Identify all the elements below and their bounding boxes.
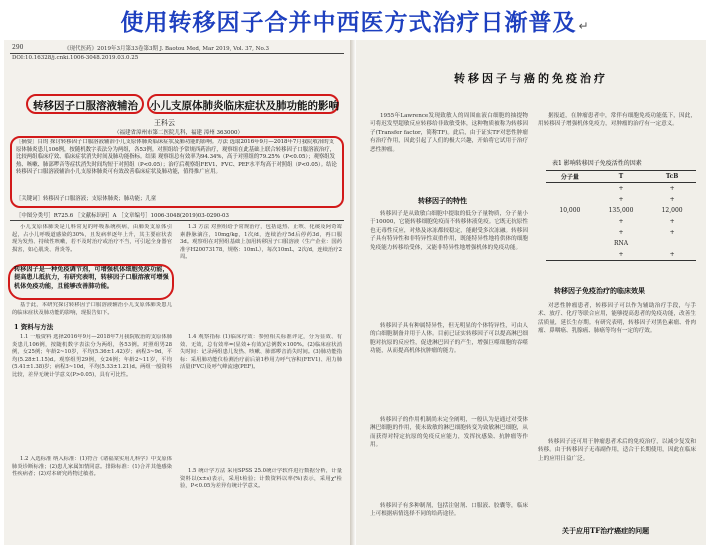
table-row: [546, 238, 696, 249]
tf-mechanism-paragraph: 转移因子的作用机制尚未完全阐明，一般认为是通过对受体淋巴细胞的作用，使未致敏的淋巴细胞转变为致敏淋巴细胞，从而获得对特定抗原的免疫反应能力，发挥抗感染、抗肿瘤等作用。: [370, 417, 528, 449]
journal-header: 《现代医药》2019年3月第33卷第3期 J. Baotou Med, Mar 2019, Vol. 37, No.3: [64, 46, 269, 52]
right-col1-intro: [370, 112, 528, 190]
right-article-title: 转移因子与癌的免疫治疗: [454, 72, 608, 85]
table-cell: +: [594, 249, 648, 261]
table-cell: [546, 183, 594, 195]
tf-discovery-paragraph: 1955年Lawrence发现致敏人的周围血液白细胞的抽提物可将迟发型超敏反应转移给非致敏受体，这种物质被称为转移因子(Transfer factor，简称TF)。此后，由于证实TF对恶性肿瘤有治疗作用，因此引起了人们的极大兴趣，开始将它试用于治疗恶性肿瘤。: [370, 113, 528, 153]
left-col1-general: [12, 334, 172, 454]
criteria-paragraph: 1.2 入选标准 纳入标准：(1)符合《诸福棠实用儿科学》中支原体肺炎诊断标准；(2)患儿家属知情同意。排除标准：(1)合并其他感染性疾病者；(2)对本研究药物过敏者。: [12, 456, 172, 478]
methods-paragraph: 1.3 方法 对照组给予常规治疗，包括退热、止咳、化痰及阿奇霉素静脉滴注，10mg/kg，1次/d，连续治疗5d后停药3d，再口服3d。观察组在对照组基础上加用转移因子口服溶液（生产企业：国药准字H20073178，规格：10mL），每次10mL，2次/d，连续治疗2周。: [180, 224, 342, 261]
tf-factor-table: [546, 170, 696, 261]
article-title-part1: 转移因子口服溶液辅治: [33, 100, 138, 112]
right-col2-clinical: [538, 302, 696, 436]
article-classification: ［中图分类号］R725.6 ［文献标识码］A ［文章编号］1006-3048(2019)03-0290-03: [16, 213, 229, 219]
right-col1-specificity: [370, 322, 528, 414]
table-cell: +: [618, 196, 624, 203]
article-abstract: ［摘要］目的 探讨转移因子口服溶液辅治小儿支原体肺炎临床症状及肺功能的影响。方法 选取2016年9月—2018年7月我院收治的支原体肺炎患儿106例，按随机数字表法分为两组，各53例。对照组给予常规西药治疗，观察组在此基础上联合转移因子口服溶液治疗，比较两组临床疗效、临床症状消失时间及肺功能指标。结果 观察组总有效率为94.34%，高于对照组的79.25%（P<0.05）；观察组发热、咳嗽、肺部啰音等症状消失时间均短于对照组（P<0.05）；治疗后观察组FEV1、FVC、PEF水平均高于对照组（P<0.05）。结论 转移因子口服溶液辅治小儿支原体肺炎可有效改善临床症状及肺功能，值得推广应用。: [16, 139, 337, 176]
left-col1-intro: [12, 224, 172, 264]
clinical-effects-paragraph: 对恶性肿瘤患者，转移因子可以作为辅助治疗手段，与手术、放疗、化疗等联合应用，能够提高患者的免疫功能，改善生活质量，延长生存期。有研究表明，转移因子对黑色素瘤、骨肉瘤、鼻咽癌、乳腺癌、肺癌等均有一定的疗效。: [538, 303, 696, 335]
tumor-immunity-paragraph: 据报道，在肿瘤患者中，常伴有细胞免疫功能低下，因此，用转移因子增强机体免疫力，对肿瘤的治疗有一定意义。: [538, 113, 696, 128]
paragraph-mark: ↵: [578, 19, 590, 33]
right-col1-mechanism: [370, 416, 528, 500]
section-tf-properties: 转移因子的特性: [418, 196, 467, 205]
table-cell: [546, 227, 594, 238]
table-cell: [546, 194, 594, 205]
table-cell: +: [669, 229, 675, 236]
section-clinical-effects: 转移因子免疫治疗的临床效果: [554, 286, 645, 295]
table-cell: 12,000: [661, 207, 683, 214]
tf-preparations-paragraph: 转移因子有多种制剂，包括注射剂、口服液、胶囊等，临床上可根据病情选择不同的给药途径。: [370, 503, 528, 518]
right-col2-postop: [538, 438, 696, 520]
postoperative-paragraph: 转移因子还可用于肿瘤患者术后的免疫治疗，以减少复发和转移。由于转移因子无毒副作用，适合于长期使用，因此在临床上的应用日益广泛。: [538, 439, 696, 462]
table-cell: +: [618, 229, 624, 236]
tf-specificity-paragraph: 转移因子具有种属特异性，但无明显的个体特异性，可由人的白细胞制备并用于人体。目前已证实转移因子可以提高淋巴细胞对抗原的反应性，促进淋巴因子的产生，增强巨噬细胞的吞噬功能，从而提高机体抗肿瘤的能力。: [370, 323, 528, 355]
slide-title-text: 使用转移因子合并中西医方式治疗日渐普及: [120, 10, 577, 36]
right-col1-properties: [370, 210, 528, 320]
table-caption: 表1 影响转移因子免疫活性的因素: [552, 160, 642, 167]
table-cell: [546, 216, 594, 227]
statistics-paragraph: 1.5 统计学方法 采用SPSS 25.0统计学软件进行数据分析，计量资料以(x±s)表示，采用t检验；计数资料以率(%)表示，采用χ²检验，P<0.05为差异有统计学意义。: [180, 468, 342, 490]
highlighted-tf-paragraph: 转移因子是一种免疫调节剂，可增强机体细胞免疫功能，提高患儿抵抗力，有研究表明，转移因子口服溶液可增强机体免疫功能，且能够改善肺功能。: [14, 266, 169, 290]
table-cell: +: [669, 218, 675, 225]
general-data-paragraph: 1.1 一般资料 选择2016年9月—2018年7月我院收治的支原体肺炎患儿106例，按随机数字表法分为两组，各53例。对照组男28例，女25例；年龄2~10岁，平均(5.36±1.42)岁；病程3~9d，平均(5.28±1.15)d。观察组男29例，女24例；年龄2~11岁，平均(5.41±1.38)岁；病程3~10d，平均(5.33±1.21)d。两组一般资料比较，差异无统计学意义(P>0.05)，具有可比性。: [12, 334, 172, 378]
table-row: [546, 227, 696, 238]
page-number: 290: [12, 44, 24, 51]
table-header-cell: 分子量: [546, 171, 594, 183]
section-materials-methods: 1 资料与方法: [14, 323, 54, 331]
table-cell: 135,000: [608, 207, 634, 214]
slide-title: [0, 4, 710, 37]
table-row: [546, 216, 696, 227]
purpose-paragraph: 基于此，本研究探讨转移因子口服溶液辅治小儿支原体肺炎患儿的临床症状及肺功能的影响，现报告如下。: [12, 302, 172, 316]
table-cell: RNA: [613, 240, 629, 247]
table-header-cell: T: [594, 171, 648, 183]
table-cell: [648, 238, 696, 249]
section-tf-cancer-issues: 关于应用TF治疗癌症的问题: [562, 526, 650, 535]
article-affiliation: （福建省漳州市第二医院儿科，福建 漳州 363000）: [114, 130, 243, 136]
left-col2-indicators: [180, 334, 342, 466]
table-row: [546, 194, 696, 205]
table-cell: +: [669, 196, 675, 203]
table-cell: +: [618, 218, 624, 225]
left-col2-statistics: [180, 468, 342, 540]
table-row: [546, 249, 696, 261]
abstract-rule: [10, 220, 344, 221]
table-cell: +: [669, 185, 675, 192]
left-col2-methods: [180, 224, 342, 332]
table-cell: 10,000: [559, 207, 581, 214]
table-cell: [546, 238, 594, 249]
article-title-part2: 小儿支原体肺炎临床症状及肺功能的影响: [150, 100, 339, 112]
table-cell: +: [618, 185, 624, 192]
tf-properties-paragraph: 转移因子是从致敏白细胞中提取的低分子量物质，分子量小于10000，它能转移细胞免疫而不转移体液免疫。它既无抗原性也无毒性反应，对热及冰冻都较稳定，能耐受多次冻融。转移因子具有特异性和非特异性双重作用，既能特异性地将供体的细胞免疫能力转移给受体，又能非特异性地增强机体的免疫功能。: [370, 211, 528, 251]
left-journal-page: [4, 40, 350, 545]
left-col1-criteria: [12, 456, 172, 540]
article-keywords: ［关键词］转移因子口服溶液；支原体肺炎；肺功能；儿童: [16, 196, 157, 202]
left-col1-purpose: [12, 302, 172, 318]
table-cell: +: [648, 249, 696, 261]
table-header-row: [546, 171, 696, 183]
article-authors: 王科云: [154, 119, 175, 127]
intro-paragraph: 小儿支原体肺炎是儿科常见的呼吸系统疾病，由肺炎支原体引起，占小儿呼吸道感染的30%，且发病率逐年上升，其主要症状表现为发热、持续性咳嗽，若不及时治疗或治疗不当，可引起全身器官损害，如心肌炎、肾炎等。: [12, 224, 172, 253]
table-row: [546, 183, 696, 195]
indicators-paragraph: 1.4 观察指标 (1)临床疗效：参照相关标准评定，分为显效、有效、无效，总有效率=(显效+有效)/总例数×100%。(2)临床症状消失时间：记录两组患儿发热、咳嗽、肺部啰音消失时间。(3)肺功能指标：采用肺功能仪检测治疗前后第1秒用力呼气容积(FEV1)、用力肺活量(FVC)及呼气峰流速(PEF)。: [180, 334, 342, 371]
header-rule: [10, 53, 344, 54]
doi-line: DOI:10.16328/j.cnki.1006-3048.2019.03.0.25: [12, 55, 139, 61]
right-col1-preparations: [370, 502, 528, 542]
right-journal-page: [356, 40, 706, 545]
table-row: [546, 205, 696, 216]
table-cell: [546, 249, 594, 261]
right-col2-intro: [538, 112, 696, 152]
table-header-cell: TcB: [648, 171, 696, 183]
